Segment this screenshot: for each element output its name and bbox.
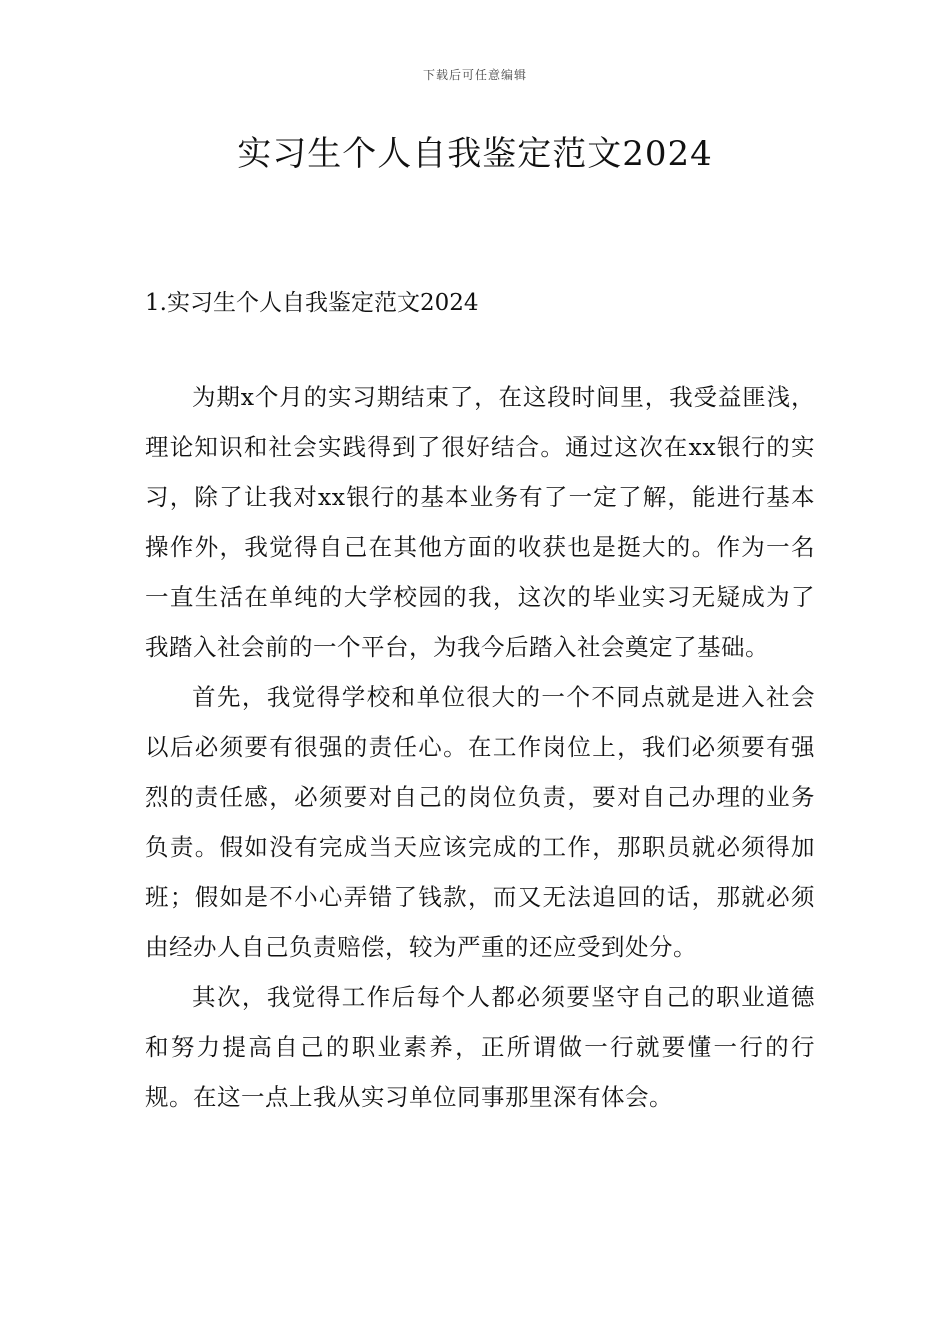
section-heading: 1.实习生个人自我鉴定范文2024	[145, 290, 479, 316]
document-title: 实习生个人自我鉴定范文2024	[237, 134, 713, 174]
header-note: 下载后可任意编辑	[422, 68, 527, 82]
paragraph: 其次，我觉得工作后每个人都必须要坚守自己的职业道德和努力提高自己的职业素养，正所谓做一行就要懂一行的行规。在这一点上我从实习单位同事那里深有体会。	[145, 983, 815, 1111]
document-body	[145, 372, 815, 1122]
paragraph: 首先，我觉得学校和单位很大的一个不同点就是进入社会以后必须要有很强的责任心。在工作岗位上，我们必须要有强烈的责任感，必须要对自己的岗位负责，要对自己办理的业务负责。假如没有完成当天应该完成的工作，那职员就必须得加班；假如是不小心弄错了钱款，而又无法追回的话，那就必须由经办人自己负责赔偿，较为严重的还应受到处分。	[145, 683, 815, 961]
paragraph: 为期x个月的实习期结束了，在这段时间里，我受益匪浅，理论知识和社会实践得到了很好结合。通过这次在xx银行的实习，除了让我对xx银行的基本业务有了一定了解，能进行基本操作外，我觉得自己在其他方面的收获也是挺大的。作为一名一直生活在单纯的大学校园的我，这次的毕业实习无疑成为了我踏入社会前的一个平台，为我今后踏入社会奠定了基础。	[145, 383, 815, 661]
